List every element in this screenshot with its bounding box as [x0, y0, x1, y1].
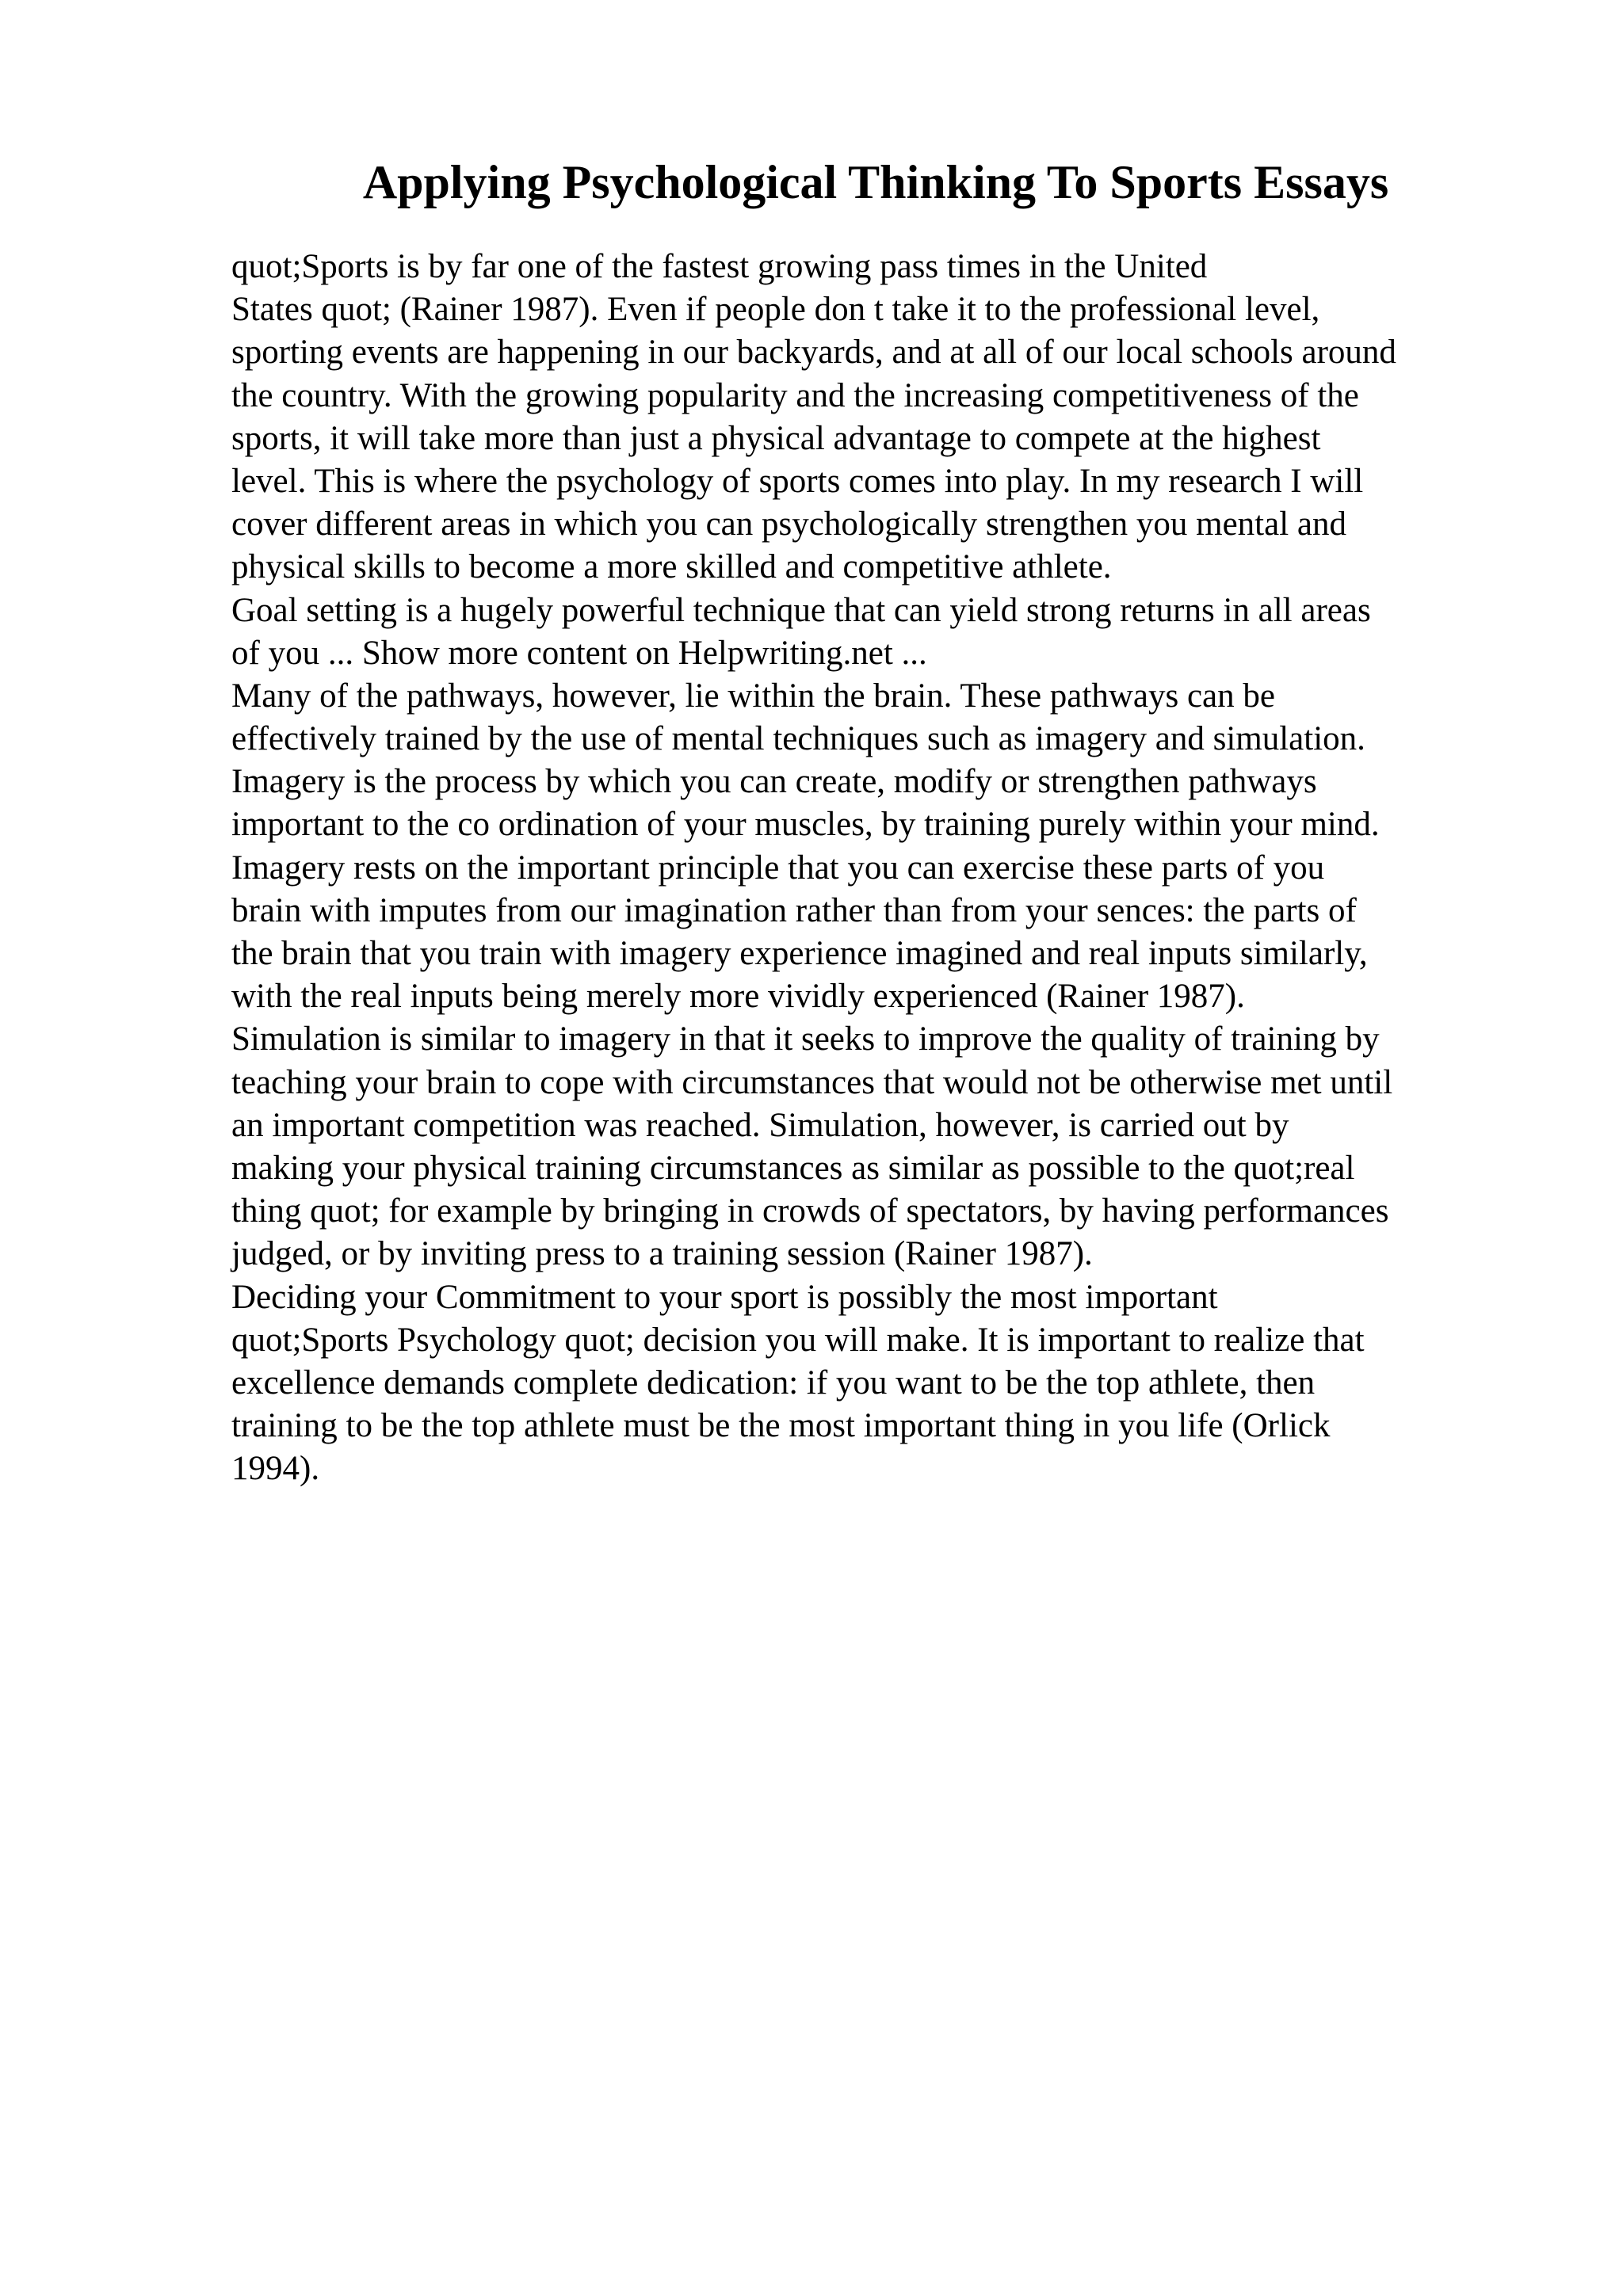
- text-line: teaching your brain to cope with circumstances that would not be otherwise met until: [231, 1063, 1393, 1101]
- text-line: with the real inputs being merely more vividly experienced (Rainer 1987).: [231, 978, 1245, 1016]
- text-line: quot;Sports is by far one of the fastest growing pass times in the United: [231, 248, 1208, 285]
- text-line: sporting events are happening in our backyards, and at all of our local schools around: [231, 334, 1396, 372]
- text-line: physical skills to become a more skilled and competitive athlete.: [231, 548, 1112, 586]
- text-line: effectively trained by the use of mental techniques such as imagery and simulation.: [231, 720, 1365, 758]
- text-line: sports, it will take more than just a physical advantage to compete at the highest: [231, 419, 1321, 457]
- essay-body: [231, 246, 1515, 1490]
- text-line: level. This is where the psychology of sports comes into play. In my research I will: [231, 462, 1364, 500]
- text-line: making your physical training circumstances as similar as possible to the quot;real: [231, 1149, 1355, 1187]
- text-line: important to the co ordination of your muscles, by training purely within your mind.: [231, 806, 1380, 844]
- text-line: the country. With the growing popularity and the increasing competitiveness of the: [231, 376, 1359, 414]
- text-line: training to be the top athlete must be the most important thing in you life (Orlick: [231, 1407, 1331, 1445]
- text-line: 1994).: [231, 1450, 320, 1488]
- text-line: cover different areas in which you can psychologically strengthen you mental and: [231, 505, 1346, 543]
- text-line: the brain that you train with imagery experience imagined and real inputs similarly,: [231, 935, 1368, 972]
- text-line: Imagery is the process by which you can create, modify or strengthen pathways: [231, 763, 1317, 801]
- text-line: brain with imputes from our imagination rather than from your sences: the parts of: [231, 891, 1357, 929]
- text-line: thing quot; for example by bringing in crowds of spectators, by having performances: [231, 1192, 1389, 1230]
- text-line: excellence demands complete dedication: if you want to be the top athlete, then: [231, 1363, 1316, 1402]
- text-line: Goal setting is a hugely powerful technique that can yield strong returns in all areas: [231, 591, 1371, 629]
- text-line: an important competition was reached. Simulation, however, is carried out by: [231, 1106, 1289, 1144]
- text-line: Simulation is similar to imagery in that it seeks to improve the quality of training by: [231, 1020, 1380, 1058]
- text-line: quot;Sports Psychology quot; decision you will make. It is important to realize that: [231, 1321, 1365, 1359]
- text-line: of you ... Show more content on Helpwriting.net ...: [231, 634, 927, 672]
- text-line: States quot; (Rainer 1987). Even if people don t take it to the professional level,: [231, 291, 1320, 329]
- text-line: Deciding your Commitment to your sport is possibly the most important: [231, 1278, 1218, 1316]
- text-line: judged, or by inviting press to a training session (Rainer 1987).: [231, 1235, 1093, 1273]
- document-title: Applying Psychological Thinking To Sports Essays: [362, 156, 1389, 208]
- text-line: Imagery rests on the important principle that you can exercise these parts of you: [231, 849, 1325, 887]
- text-line: Many of the pathways, however, lie within the brain. These pathways can be: [231, 677, 1275, 715]
